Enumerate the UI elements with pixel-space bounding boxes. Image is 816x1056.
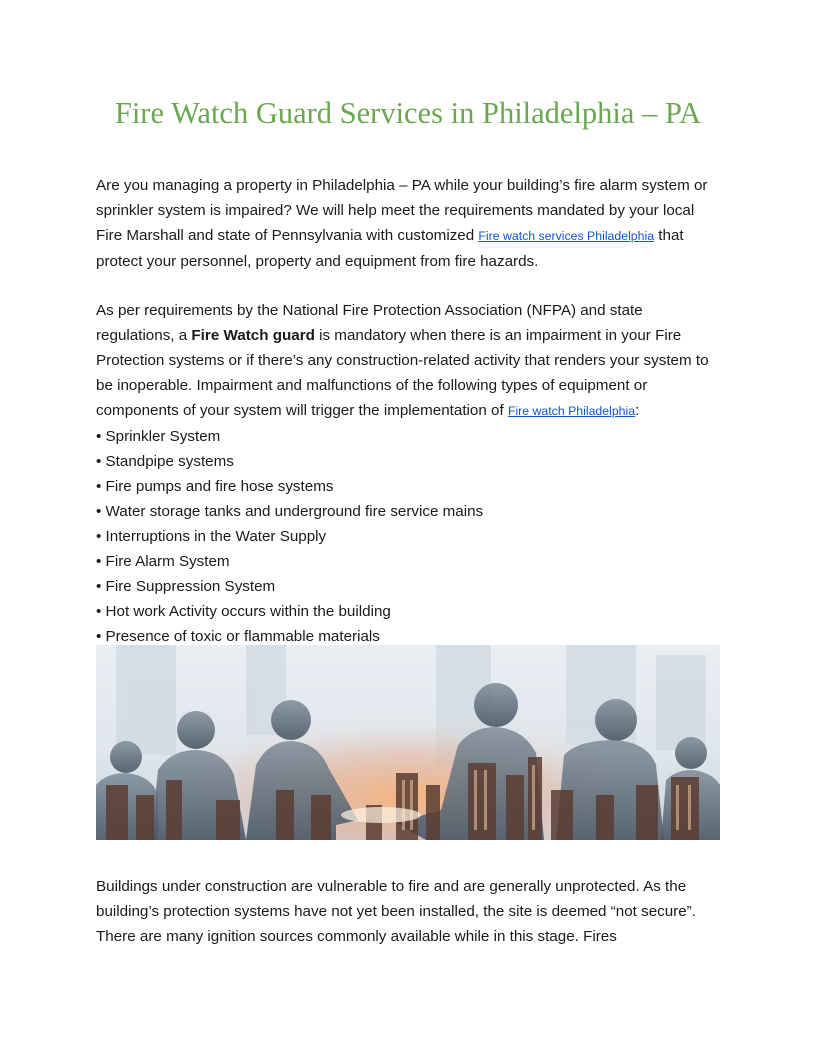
intro-text-end: that protect your personnel, property and equipment from fire hazards. xyxy=(96,227,684,270)
business-people-city-image xyxy=(96,645,720,840)
requirements-section xyxy=(96,298,724,649)
list-item: • Sprinkler System xyxy=(96,428,221,445)
fire-watch-guard-bold: Fire Watch guard xyxy=(191,327,315,344)
page-title: Fire Watch Guard Services in Philadelphia – PA xyxy=(114,96,702,130)
list-item: • Fire Alarm System xyxy=(96,553,230,570)
intro-paragraph xyxy=(96,173,724,274)
equipment-list xyxy=(96,424,724,649)
requirements-text-mid: is mandatory when there is an impairment in your Fire Protection systems or if there’s any construction-related activity that renders your system to be inoperable. Impairment and malfunctions of the following types of equipment or components of your system will trigger the implementation of xyxy=(96,327,709,419)
fire-watch-philadelphia-link[interactable]: Fire watch Philadelphia xyxy=(507,404,636,418)
list-item: • Standpipe systems xyxy=(96,453,234,470)
intro-text: Are you managing a property in Philadelphia – PA while your building’s fire alarm system or sprinkler system is impaired? We will help meet the requirements mandated by your local Fire Marshall and state of Pennsylvania with customized xyxy=(96,177,708,244)
list-item: • Presence of toxic or flammable materials xyxy=(96,628,380,645)
construction-paragraph: Buildings under construction are vulnerable to fire and are generally unprotected. As the building’s protection systems have not yet been installed, the site is deemed “not secure”. There are many ignition sources commonly available while in this stage. Fires xyxy=(96,878,696,945)
fire-watch-services-link[interactable]: Fire watch services Philadelphia xyxy=(478,229,655,243)
list-item: • Fire Suppression System xyxy=(96,578,276,595)
requirements-paragraph xyxy=(96,298,724,424)
list-item: • Fire pumps and fire hose systems xyxy=(96,478,334,495)
list-item: • Interruptions in the Water Supply xyxy=(96,528,327,545)
requirements-colon: : xyxy=(635,402,640,419)
list-item: • Hot work Activity occurs within the building xyxy=(96,603,391,620)
requirements-text: As per requirements by the National Fire Protection Association (NFPA) and state regulations, a xyxy=(96,302,643,344)
list-item: • Water storage tanks and underground fire service mains xyxy=(96,503,484,520)
